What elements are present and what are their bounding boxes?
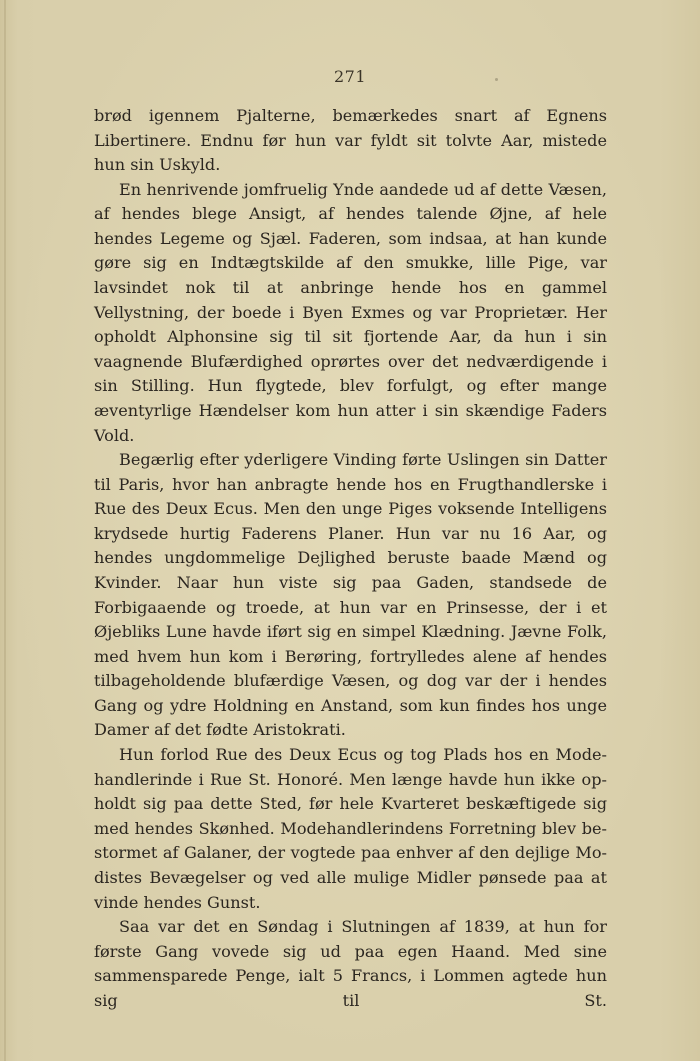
paragraph-5: Saa var det en Søndag i Slutningen af 1839, at hun for første Gang vovede sig ud paa egen Haand. Med sine sammensparede Penge, ialt 5 Francs, i Lommen agtede hun sig til St. xyxy=(94,917,607,1010)
paragraph-3: Begærlig efter yderligere Vinding førte Uslingen sin Datter til Paris, hvor han anbragte hende hos en Frugthandlerske i Rue des Deux Ecus. Men den unge Piges voksende Intelligens krydsede hurtig Faderens Planer. Hun var nu 16 Aar, og hendes ungdommelige Dejlighed beruste baade Mænd og Kvinder. Naar hun viste sig paa Gaden, standsede de Forbigaaende og troede, at hun var en Prinsesse, der i et Øjebliks Lune havde iført sig en simpel Klædning. Jævne Folk, med hvem hun kom i Berøring, fortrylledes alene af hendes tilbageholdende blufærdige Væsen, og dog var der i hendes Gang og ydre Holdning en Anstand, som kun findes hos unge Damer af det fødte Aristokrati. xyxy=(94,450,607,740)
paragraph-2: En henrivende jomfruelig Ynde aandede ud af dette Væsen, af hendes blege Ansigt, af hendes talende Øjne, af hele hendes Legeme og Sjæl. Faderen, som indsaa, at han kunde gøre sig en Indtægtskilde af den smukke, lille Pige, var lavsindet nok til at anbringe hende hos en gammel Vellystning, der boede i Byen Exmes og var Proprietær. Her opholdt Alphonsine sig til sit fjortende Aar, da hun i sin vaagnende Blufærdighed oprørtes over det nedværdigende i sin Stilling. Hun flygtede, blev forfulgt, og efter mange æventyrlige Hændelser kom hun atter i sin skændige Faders Vold. xyxy=(94,179,607,445)
paragraph-1: brød igennem Pjalterne, bemærkedes snart af Egnens Libertinere. Endnu før hun var fyldt sit tolvte Aar, mistede hun sin Uskyld. xyxy=(94,106,607,175)
page-edge xyxy=(4,0,6,1061)
body-text xyxy=(94,104,607,1013)
page-number: 271 xyxy=(333,67,367,86)
paragraph-4: Hun forlod Rue des Deux Ecus og tog Plads hos en Modehandlerinde i Rue St. Honoré. Men længe havde hun ikke opholdt sig paa dette Sted, før hele Kvarteret beskæftigede sig med hendes Skønhed. Modehandlerindens Forretning blev bestormet af Galaner, der vogtede paa enhver af den dejlige Modistes Bevægelser og ved alle mulige Midler pønsede paa at vinde hendes Gunst. xyxy=(94,745,607,912)
